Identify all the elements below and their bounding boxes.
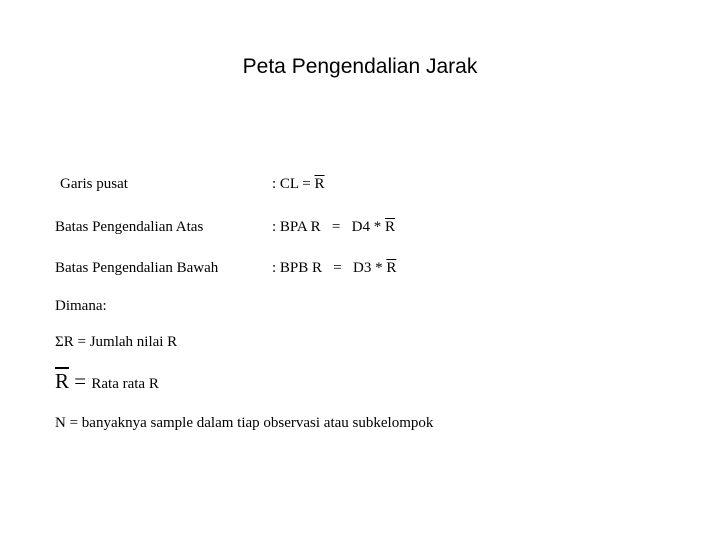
page-title: Peta Pengendalian Jarak [242, 55, 478, 78]
r-bar-symbol: $\overline{R}$ [55, 369, 70, 393]
n-definition: N = banyaknya sample dalam tiap observasi atau subkelompok [55, 415, 434, 431]
r-bar-symbol: $\overline{R}$ [314, 176, 325, 192]
equals-sign: = [69, 369, 92, 393]
r-bar-meaning: Rata rata R [91, 376, 159, 392]
r-bar-definition [55, 369, 159, 393]
bpb-formula [272, 259, 396, 277]
bpa-label: Batas Pengendalian Atas [55, 219, 204, 235]
formula-prefix: : CL = [272, 176, 315, 192]
garis-pusat-label: Garis pusat [60, 176, 128, 192]
sum-r-definition: ΣR = Jumlah nilai R [55, 334, 178, 350]
formula-prefix: : BPA R = D4 * [272, 219, 385, 235]
garis-pusat-formula [272, 175, 325, 193]
r-bar-symbol: $\overline{R}$ [386, 260, 397, 276]
dimana-label: Dimana: [55, 298, 107, 314]
bpa-formula [272, 218, 395, 236]
formula-prefix: : BPB R = D3 * [272, 260, 387, 276]
bpb-label: Batas Pengendalian Bawah [55, 260, 219, 276]
r-bar-symbol: $\overline{R}$ [384, 219, 395, 235]
